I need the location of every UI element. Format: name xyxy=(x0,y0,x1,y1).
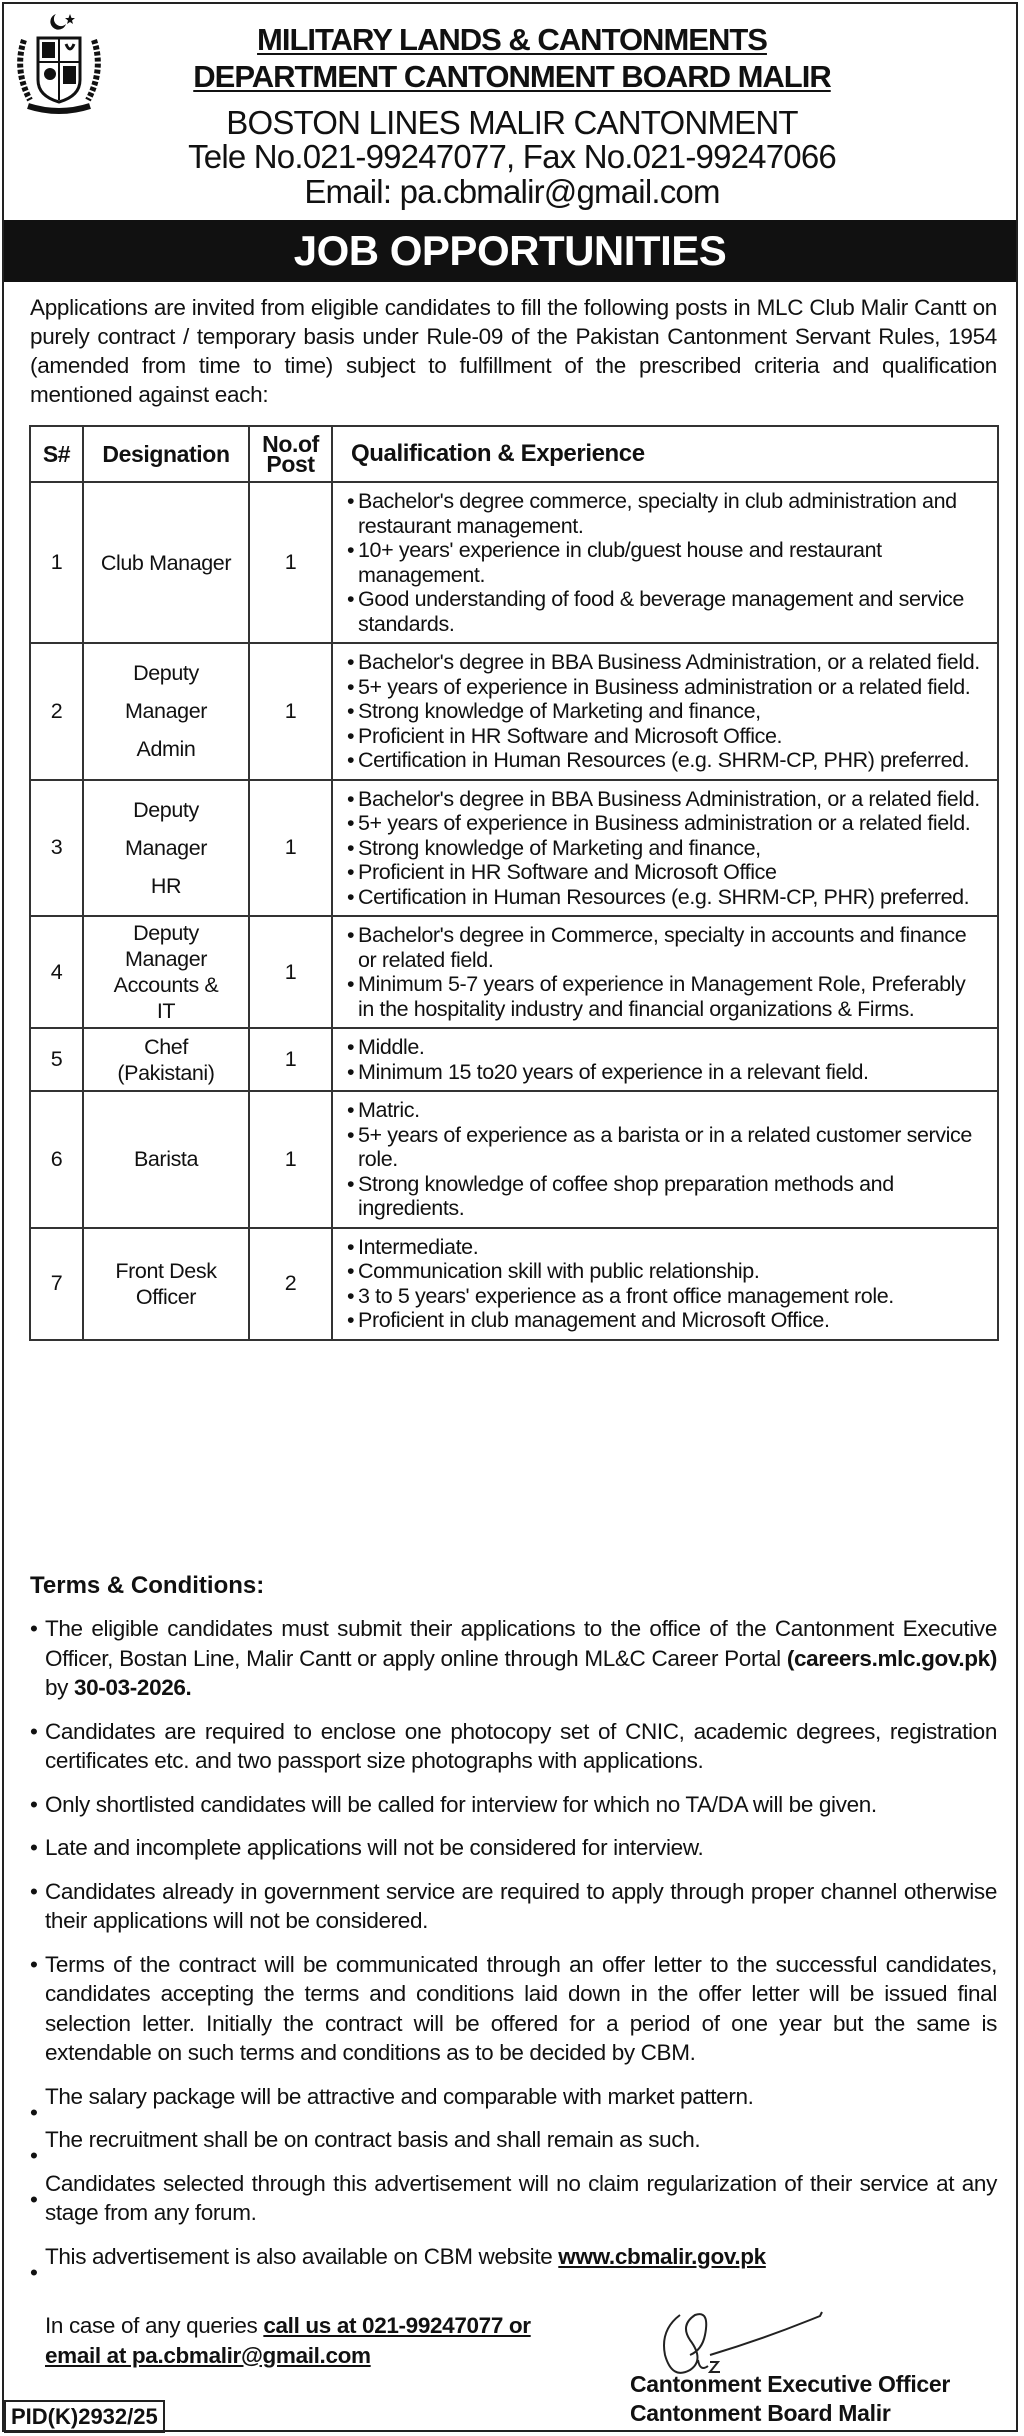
query-contact: In case of any queries call us at 021-99247077 or email at pa.cbmalir@gmail.com xyxy=(45,2313,531,2368)
row-qualification xyxy=(332,1028,998,1091)
row-posts: 1 xyxy=(249,482,332,643)
header-designation: Designation xyxy=(83,426,249,482)
department-title-line1: MILITARY LANDS & CANTONMENTS xyxy=(257,22,767,57)
row-designation xyxy=(83,1091,249,1228)
intro-paragraph: Applications are invited from eligible candidates to fill the following posts in MLC Club Malir Cantt on purely contract / temporary basis under Rule-09 of the Pakistan Cantonment Servant Rules, 1954 (amended from time to time) subject to fulfillment of the prescribed criteria and qualification mentioned against each: xyxy=(30,295,997,407)
row-qualification xyxy=(332,1228,998,1340)
row-posts: 1 xyxy=(249,643,332,780)
terms-item: • Late and incomplete applications will not be considered for interview. xyxy=(30,1835,704,1860)
contact-phone[interactable]: call us at 021-99247077 or xyxy=(263,2313,531,2338)
row-posts: 1 xyxy=(249,916,332,1028)
table-row xyxy=(30,482,998,643)
qualification-item: • Good understanding of food & beverage management and service standards. xyxy=(347,587,985,636)
signatory-office: Cantonment Board Malir xyxy=(630,2399,891,2426)
pid-number: PID(K)2932/25 xyxy=(4,2400,165,2433)
terms-item-website: • This advertisement is also available on CBM website www.cbmalir.gov.pk xyxy=(30,2243,766,2285)
qualification-item: • Middle. xyxy=(347,1035,985,1060)
row-designation xyxy=(83,916,249,1028)
row-sn: 6 xyxy=(30,1091,83,1228)
terms-item: • The eligible candidates must submit their applications to the office of the Cantonment Executive Officer, Bostan Line, Malir Cantt or apply online through ML&C Career Portal (careers.mlc.gov.pk) by 30-03-2026. xyxy=(30,1616,997,1700)
qualification-item: • 5+ years of experience in Business administration or a related field. xyxy=(347,811,985,836)
qualification-item: • Certification in Human Resources (e.g. SHRM-CP, PHR) preferred. xyxy=(347,885,985,910)
row-designation xyxy=(83,1228,249,1340)
terms-list xyxy=(30,1614,997,2285)
qualification-item: • 3 to 5 years' experience as a front office management role. xyxy=(347,1284,985,1309)
table-row xyxy=(30,1028,998,1091)
row-qualification xyxy=(332,643,998,780)
qualification-item: • Proficient in HR Software and Microsoft Office xyxy=(347,860,985,885)
row-designation xyxy=(83,482,249,643)
designation-line: Manager xyxy=(124,699,208,724)
terms-item: • Candidates selected through this advertisement will no claim regularization of their service at any stage from any forum. xyxy=(30,2170,997,2225)
qualification-item: • Proficient in HR Software and Microsoft Office. xyxy=(347,724,985,749)
table-row xyxy=(30,643,998,780)
contact-email[interactable]: email at pa.cbmalir@gmail.com xyxy=(45,2342,371,2368)
designation-line: Deputy xyxy=(133,921,199,945)
email: Email: pa.cbmalir@gmail.com xyxy=(304,173,720,210)
qualification-item: • Bachelor's degree in BBA Business Administration, or a related field. xyxy=(347,650,985,675)
terms-item: • Terms of the contract will be communicated through an offer letter to the successful candidates, candidates accepting the terms and conditions laid down in the offer letter will be issued final selection letter. Initially the contract will be offered for a period of one year but the same is extendable on such terms and conditions as to be decided by CBM. xyxy=(30,1951,997,2065)
row-designation xyxy=(83,1028,249,1091)
website-link[interactable]: www.cbmalir.gov.pk xyxy=(558,2243,766,2269)
row-qualification xyxy=(332,916,998,1028)
designation-line: Barista xyxy=(133,1147,199,1172)
row-designation xyxy=(83,643,249,780)
qualification-item: • Minimum 5-7 years of experience in Management Role, Preferably in the hospitality industry and financial organizations & Firms. xyxy=(347,972,985,1021)
qualification-item: • Strong knowledge of coffee shop preparation methods and ingredients. xyxy=(347,1172,985,1221)
qualification-item: • 10+ years' experience in club/guest house and restaurant management. xyxy=(347,538,985,587)
qualification-item: • Strong knowledge of Marketing and finance, xyxy=(347,836,985,861)
designation-line: Manager xyxy=(124,835,208,860)
terms-item: • Candidates are required to enclose one photocopy set of CNIC, academic degrees, registration certificates etc. and two passport size photographs with applications. xyxy=(30,1718,997,1773)
qualification-item: • Communication skill with public relationship. xyxy=(347,1259,985,1284)
designation-line: Front Desk xyxy=(115,1258,217,1283)
signatory xyxy=(630,2370,950,2427)
qualification-item: • 5+ years of experience as a barista or in a related customer service role. xyxy=(347,1123,985,1172)
address: BOSTON LINES MALIR CANTONMENT xyxy=(226,104,798,141)
row-qualification xyxy=(332,1091,998,1228)
qualification-item: • Proficient in club management and Microsoft Office. xyxy=(347,1308,985,1333)
qualification-item: • Bachelor's degree in BBA Business Administration, or a related field. xyxy=(347,787,985,812)
row-posts: 1 xyxy=(249,1028,332,1091)
job-opportunities-banner: JOB OPPORTUNITIES xyxy=(4,220,1016,282)
designation-line: Officer xyxy=(135,1284,197,1309)
terms-item: • The recruitment shall be on contract basis and shall remain as such. xyxy=(30,2127,701,2168)
designation-line: Accounts & xyxy=(113,973,219,997)
qualification-item: • Certification in Human Resources (e.g. SHRM-CP, PHR) preferred. xyxy=(347,748,985,773)
table-row xyxy=(30,1228,998,1340)
terms-item: • Only shortlisted candidates will be called for interview for which no TA/DA will be given. xyxy=(30,1791,877,1817)
row-sn: 5 xyxy=(30,1028,83,1091)
designation-line: HR xyxy=(150,873,182,898)
designation-line: Deputy xyxy=(133,797,199,822)
jobs-table xyxy=(29,425,999,1341)
row-sn: 2 xyxy=(30,643,83,780)
row-posts: 1 xyxy=(249,1091,332,1228)
signatory-title: Cantonment Executive Officer xyxy=(630,2371,951,2397)
phone-fax: Tele No.021-99247077, Fax No.021-99247066 xyxy=(188,138,836,175)
qualification-item: • 5+ years of experience in Business administration or a related field. xyxy=(347,675,985,700)
qualification-item: • Intermediate. xyxy=(347,1235,985,1260)
portal-link[interactable]: (careers.mlc.gov.pk) xyxy=(786,1645,997,1671)
designation-line: IT xyxy=(156,999,176,1023)
table-row xyxy=(30,780,998,917)
row-designation xyxy=(83,780,249,917)
qualification-item: • Minimum 15 to20 years of experience in a relevant field. xyxy=(347,1060,985,1085)
row-qualification xyxy=(332,780,998,917)
row-sn: 3 xyxy=(30,780,83,917)
row-sn: 7 xyxy=(30,1228,83,1340)
designation-line: (Pakistani) xyxy=(117,1060,215,1085)
qualification-item: • Bachelor's degree in Commerce, specialty in accounts and finance or related field. xyxy=(347,923,985,972)
row-sn: 4 xyxy=(30,916,83,1028)
qualification-item: • Matric. xyxy=(347,1098,985,1123)
header-qualification: Qualification & Experience xyxy=(332,426,998,482)
row-qualification xyxy=(332,482,998,643)
designation-line: Deputy xyxy=(133,661,199,686)
designation-line: Chef xyxy=(144,1034,188,1059)
table-header-row xyxy=(30,426,998,482)
designation-line: Manager xyxy=(124,947,208,971)
table-row xyxy=(30,916,998,1028)
qualification-item: • Strong knowledge of Marketing and finance, xyxy=(347,699,985,724)
department-title-line2: DEPARTMENT CANTONMENT BOARD MALIR xyxy=(193,59,831,94)
terms-title: Terms & Conditions: xyxy=(30,1572,265,1599)
row-sn: 1 xyxy=(30,482,83,643)
terms-item: • The salary package will be attractive and comparable with market pattern. xyxy=(30,2083,754,2125)
qualification-item: • Bachelor's degree commerce, specialty in club administration and restaurant management. xyxy=(347,489,985,538)
table-row xyxy=(30,1091,998,1228)
header-sn: S# xyxy=(30,426,83,482)
row-posts: 2 xyxy=(249,1228,332,1340)
deadline: 30-03-2026. xyxy=(73,1675,192,1700)
designation-line: Admin xyxy=(136,737,196,762)
terms-item: • Candidates already in government service are required to apply through proper channel otherwise their applications will not be considered. xyxy=(30,1878,997,1933)
header-posts: No.of Post xyxy=(249,426,332,482)
designation-line: Club Manager xyxy=(100,550,232,575)
row-posts: 1 xyxy=(249,780,332,917)
